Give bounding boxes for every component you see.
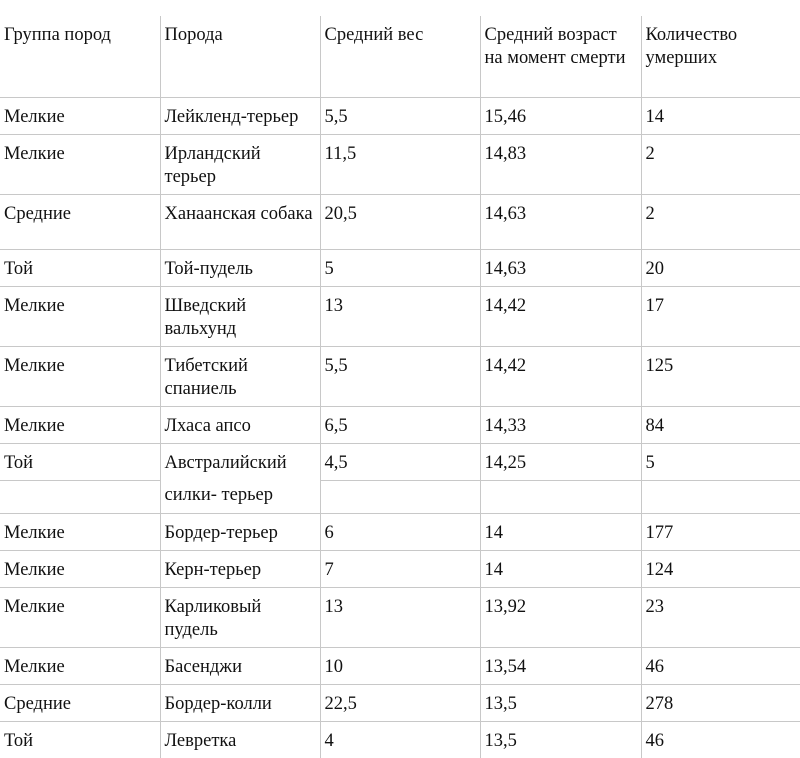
cell-group: Мелкие [4,656,65,677]
cell-group [0,480,160,513]
cell-count: 5 [641,443,800,480]
cell-group: Средние [4,693,71,714]
cell-count: 17 [641,286,800,346]
cell-count: 46 [641,721,800,758]
cell-count: 46 [641,647,800,684]
cell-group: Средние [4,203,71,224]
breeds-table [0,16,800,758]
cell-age: 14,63 [480,194,641,249]
cell-group: Мелкие [4,355,65,376]
cell-weight: 10 [320,647,480,684]
header-death-count: Количество умерших [641,16,800,97]
cell-group: Мелкие [4,295,65,316]
table-row [0,134,800,194]
table-row [0,346,800,406]
cell-age: 14,33 [480,406,641,443]
cell-weight: 6 [320,513,480,550]
cell-count: 20 [641,249,800,286]
cell-breed: Ханаанская собака [160,194,320,249]
table-row [0,721,800,758]
table-row [0,550,800,587]
cell-weight: 20,5 [320,194,480,249]
cell-weight [320,480,480,513]
cell-weight: 13 [320,286,480,346]
cell-weight: 4,5 [320,443,480,480]
cell-age: 13,92 [480,587,641,647]
cell-breed: Левретка [160,721,320,758]
cell-group: Мелкие [4,415,65,436]
cell-count: 125 [641,346,800,406]
table-row [0,97,800,134]
table-row [0,286,800,346]
cell-count: 14 [641,97,800,134]
table-row [0,647,800,684]
cell-count: 177 [641,513,800,550]
cell-breed: Бордер-терьер [160,513,320,550]
table-row [0,513,800,550]
cell-breed: Басенджи [160,647,320,684]
header-breed: Порода [160,16,320,97]
cell-breed: Ирландский терьер [160,134,320,194]
cell-weight: 5 [320,249,480,286]
cell-count: 124 [641,550,800,587]
cell-count: 278 [641,684,800,721]
cell-weight: 5,5 [320,97,480,134]
cell-breed: Тибетский спаниель [160,346,320,406]
cell-breed: Бордер-колли [160,684,320,721]
cell-weight: 11,5 [320,134,480,194]
cell-weight: 7 [320,550,480,587]
cell-group: Мелкие [4,522,65,543]
cell-group: Мелкие [4,143,65,164]
table-row [0,587,800,647]
cell-breed: Лейкленд-терьер [160,97,320,134]
cell-age: 14,83 [480,134,641,194]
cell-count: 84 [641,406,800,443]
cell-age [480,480,641,513]
cell-age: 14,42 [480,286,641,346]
cell-group: Той [4,730,34,751]
cell-count: 2 [641,194,800,249]
cell-group: Мелкие [4,559,65,580]
cell-group: Мелкие [4,106,65,127]
cell-weight: 22,5 [320,684,480,721]
cell-group: Мелкие [4,596,65,617]
cell-breed: Керн-терьер [160,550,320,587]
cell-count: 23 [641,587,800,647]
cell-breed: Австралийский [160,443,320,480]
cell-age: 15,46 [480,97,641,134]
cell-age: 14,25 [480,443,641,480]
cell-age: 14 [480,550,641,587]
table-row [0,443,800,480]
cell-age: 13,5 [480,684,641,721]
cell-age: 14 [480,513,641,550]
table-row [0,480,800,513]
cell-weight: 5,5 [320,346,480,406]
cell-count [641,480,800,513]
cell-weight: 13 [320,587,480,647]
cell-breed: Карликовый пудель [160,587,320,647]
cell-age: 13,5 [480,721,641,758]
cell-count: 2 [641,134,800,194]
cell-group: Той [4,258,34,279]
cell-breed: силки- терьер [160,480,320,513]
header-avg-age-at-death: Средний возраст на момент смерти [480,16,641,97]
cell-breed: Той-пудель [160,249,320,286]
table-row [0,194,800,249]
cell-group: Той [4,452,34,473]
table-row [0,684,800,721]
cell-weight: 6,5 [320,406,480,443]
table-row [0,406,800,443]
cell-age: 14,63 [480,249,641,286]
header-avg-weight: Средний вес [320,16,480,97]
cell-age: 14,42 [480,346,641,406]
cell-breed: Лхаса апсо [160,406,320,443]
table-row [0,249,800,286]
cell-breed: Шведский вальхунд [160,286,320,346]
header-row [0,16,800,97]
cell-age: 13,54 [480,647,641,684]
header-breed-group: Группа пород [4,25,111,45]
cell-weight: 4 [320,721,480,758]
